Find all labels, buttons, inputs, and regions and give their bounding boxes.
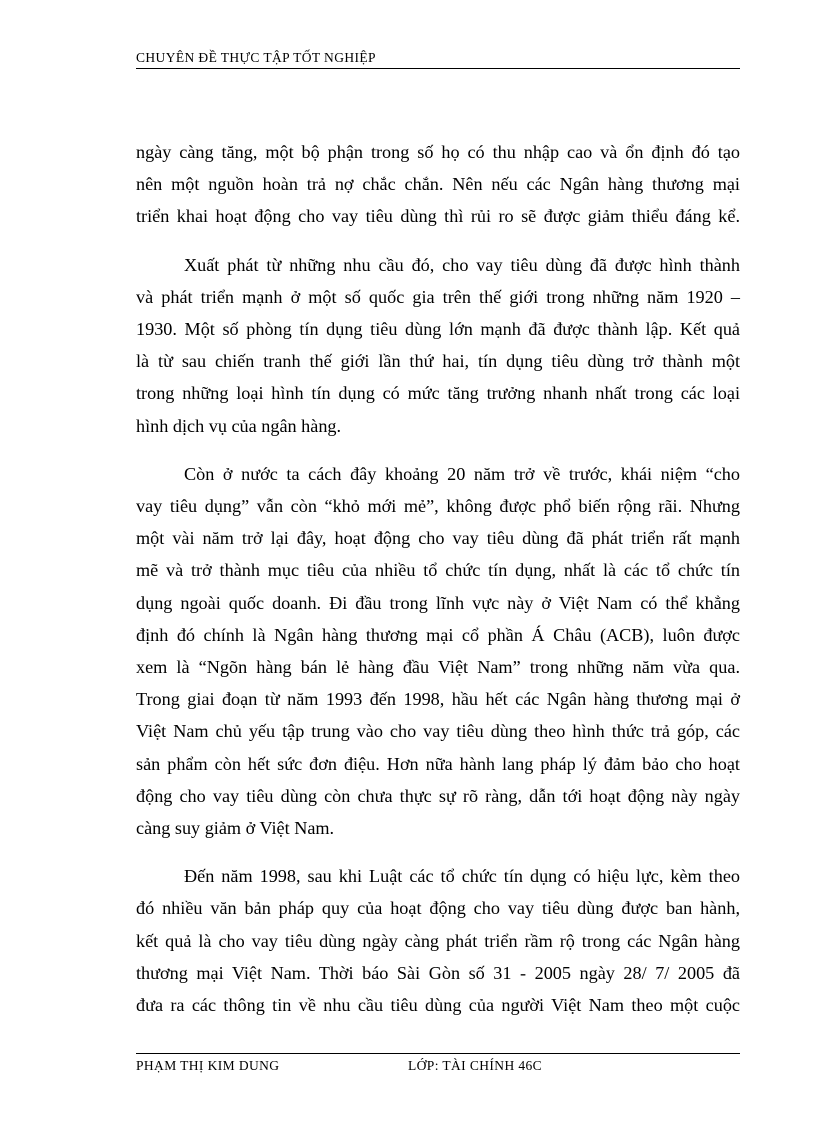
text-line: và phát triển mạnh ở một số quốc gia trên thế giới trong những năm 1920 – xyxy=(136,286,740,307)
text-line: Còn ở nước ta cách đây khoảng 20 năm trở về trước, khái niệm “cho xyxy=(184,463,740,484)
text-line: động cho vay tiêu dùng còn chưa thực sự rõ ràng, dẫn tới hoạt động này ngày xyxy=(136,785,740,806)
text-line: Đến năm 1998, sau khi Luật các tổ chức tín dụng có hiệu lực, kèm theo xyxy=(184,866,740,887)
text-line: kết quả là cho vay tiêu dùng ngày càng phát triển rầm rộ trong các Ngân hàng xyxy=(136,930,740,951)
text-line: càng suy giảm ở Việt Nam. xyxy=(136,818,335,839)
header-title: CHUYÊN ĐỀ THỰC TẬP TỐT NGHIỆP xyxy=(136,50,376,65)
page-footer xyxy=(136,1053,740,1074)
text-line: hình dịch vụ của ngân hàng. xyxy=(136,415,342,436)
text-line: trong những loại hình tín dụng có mức tăng trưởng nhanh nhất trong các loại xyxy=(136,383,740,404)
paragraph-4 xyxy=(136,860,740,1021)
footer-class: LỚP: TÀI CHÍNH 46C xyxy=(408,1058,543,1073)
text-line: sản phẩm còn hết sức đơn điệu. Hơn nữa hành lang pháp lý đảm bảo cho hoạt xyxy=(136,753,740,774)
text-line: Trong giai đoạn từ năm 1993 đến 1998, hầu hết các Ngân hàng thương mại ở xyxy=(136,689,740,710)
text-line: xem là “Ngõn hàng bán lẻ hàng đầu Việt Nam” trong những năm vừa qua. xyxy=(136,657,740,678)
text-line: Xuất phát từ những nhu cầu đó, cho vay tiêu dùng đã được hình thành xyxy=(184,254,740,275)
text-line: định đó chính là Ngân hàng thương mại cổ phần Á Châu (ACB), luôn được xyxy=(136,624,740,645)
text-line: nên một nguồn hoàn trả nợ chắc chắn. Nên nếu các Ngân hàng thương mại xyxy=(136,174,740,195)
text-line: ngày càng tăng, một bộ phận trong số họ có thu nhập cao và ổn định đó tạo xyxy=(136,142,740,162)
text-line: mẽ và trở thành mục tiêu của nhiều tổ chức tín dụng, nhất là các tổ chức tín xyxy=(136,560,740,581)
text-line: đưa ra các thông tin về nhu cầu tiêu dùng của người Việt Nam theo một cuộc xyxy=(136,995,740,1016)
paragraph-2 xyxy=(136,249,740,442)
text-line: dụng ngoài quốc doanh. Đi đầu trong lĩnh vực này ở Việt Nam có thể khẳng xyxy=(136,592,740,613)
text-line: vay tiêu dụng” vẫn còn “khỏ mới mẻ”, không được phổ biến rộng rãi. Nhưng xyxy=(136,496,740,517)
page-header xyxy=(136,50,740,69)
text-line: một vài năm trở lại đây, hoạt động cho vay tiêu dùng đã phát triển rất mạnh xyxy=(136,528,740,549)
document-body xyxy=(136,136,740,1037)
text-line: đó nhiều văn bản pháp quy của hoạt động cho vay tiêu dùng được ban hành, xyxy=(136,898,740,919)
text-line: thương mại Việt Nam. Thời báo Sài Gòn số 31 - 2005 ngày 28/ 7/ 2005 đã xyxy=(136,962,740,983)
text-line: là từ sau chiến tranh thế giới lần thứ hai, tín dụng tiêu dùng trở thành một xyxy=(136,351,740,372)
text-line: Việt Nam chủ yếu tập trung vào cho vay tiêu dùng theo hình thức trả góp, các xyxy=(136,721,740,742)
text-line: 1930. Một số phòng tín dụng tiêu dùng lớn mạnh đã được thành lập. Kết quả xyxy=(136,319,740,340)
paragraph-1 xyxy=(136,136,740,233)
paragraph-3 xyxy=(136,458,740,844)
text-line: triển khai hoạt động cho vay tiêu dùng thì rủi ro sẽ được giảm thiểu đáng kể. xyxy=(136,206,740,227)
footer-author: PHẠM THỊ KIM DUNG xyxy=(136,1058,280,1073)
